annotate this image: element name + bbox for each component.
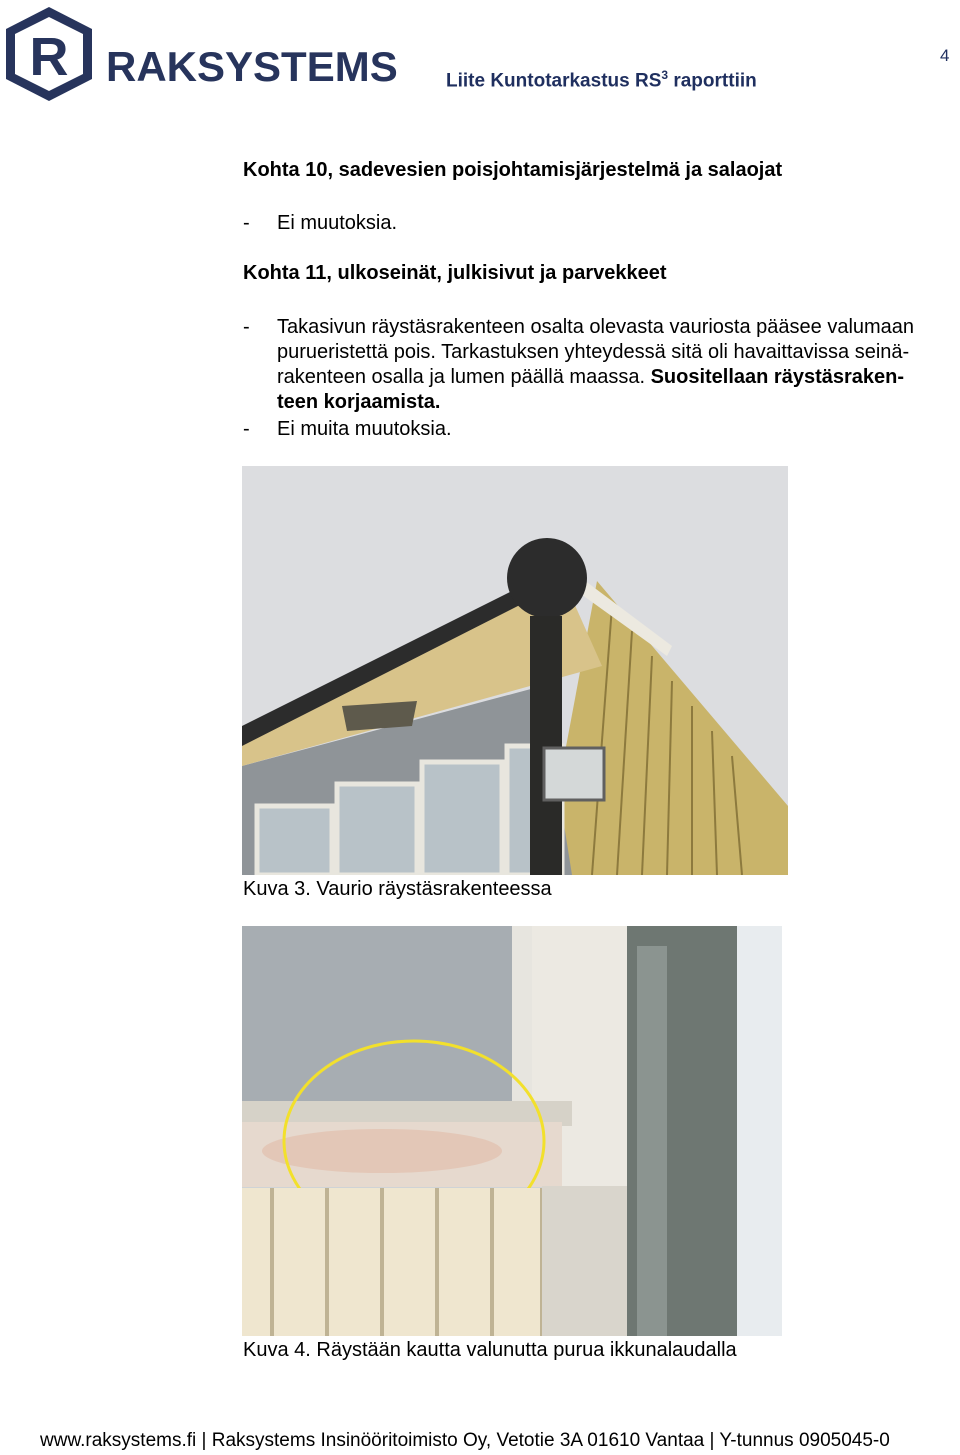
bullet-dash: - bbox=[243, 212, 250, 234]
section-10-heading: Kohta 10, sadevesien poisjohtamisjärjestelmä ja salaojat bbox=[243, 159, 783, 181]
section-10-item: Ei muutoksia. bbox=[277, 212, 398, 234]
section-11-heading: Kohta 11, ulkoseinät, julkisivut ja parvekkeet bbox=[243, 262, 667, 284]
photo-window-sill bbox=[242, 926, 782, 1336]
document-title: Liite Kuntotarkastus $RS^3$ raporttiin bbox=[446, 68, 757, 92]
section-11-line-1: Takasivun räystäsrakenteen osalta olevasta vauriosta pääsee valumaan bbox=[277, 316, 915, 338]
figure-3-caption: Kuva 3. Vaurio räystäsrakenteessa bbox=[243, 878, 552, 900]
logo-letter: R bbox=[29, 27, 69, 87]
logo-brand-text: RAKSYSTEMS bbox=[106, 43, 398, 90]
section-11-line-2: purueristettä pois. Tarkastuksen yhteydessä sitä oli havaittavissa seinä- bbox=[277, 341, 910, 363]
raksystems-logo bbox=[2, 4, 412, 104]
footer-text: www.raksystems.fi | Raksystems Insinööritoimisto Oy, Vetotie 3A 01610 Vantaa | Y-tunnus 0905045-0 bbox=[40, 1430, 890, 1451]
section-11-item-2: Ei muita muutoksia. bbox=[277, 418, 452, 440]
section-11-line-4: teen korjaamista. bbox=[277, 391, 441, 413]
bullet-dash: - bbox=[243, 316, 250, 338]
figure-4-caption: Kuva 4. Räystään kautta valunutta purua ikkunalaudalla bbox=[243, 1339, 737, 1361]
bullet-dash: - bbox=[243, 418, 250, 440]
page-number: 4 bbox=[940, 46, 950, 65]
photo-eave-damage bbox=[242, 466, 788, 875]
section-11-line-3: rakenteen osalla ja lumen päällä maassa. Suositellaan räystäsraken- bbox=[277, 366, 905, 388]
